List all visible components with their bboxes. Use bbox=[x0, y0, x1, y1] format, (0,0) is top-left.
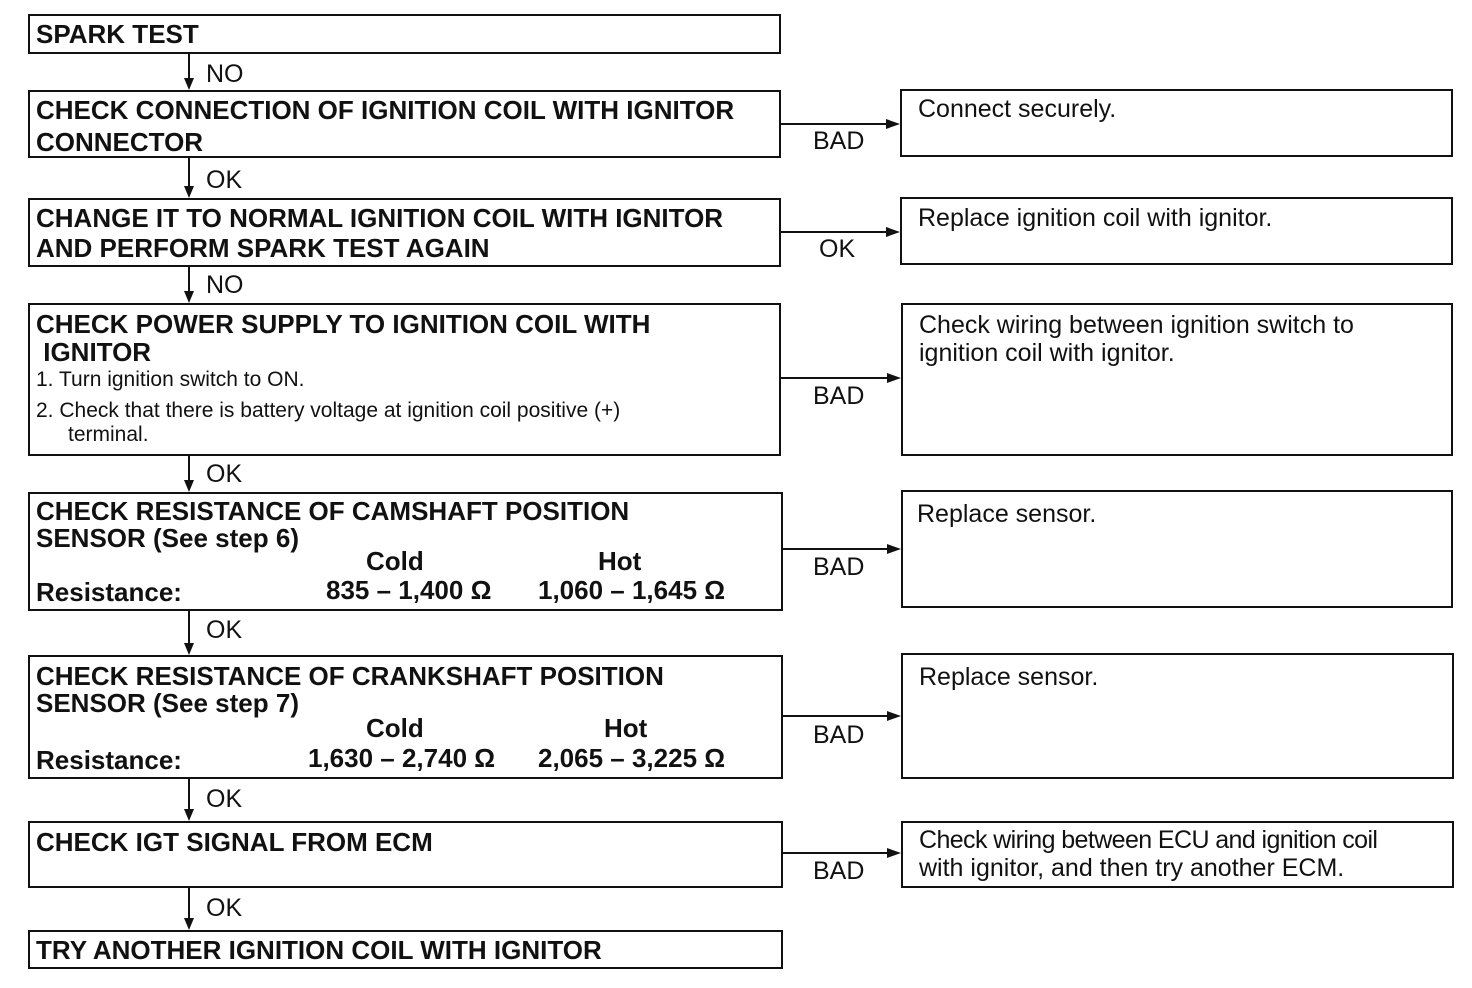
connector-down-1 bbox=[188, 54, 190, 80]
connector-right-6 bbox=[783, 852, 887, 854]
step-camshaft bbox=[28, 492, 783, 611]
arrow-down-7 bbox=[184, 918, 194, 930]
label-down-2: OK bbox=[206, 166, 243, 194]
camshaft-cold-value: 835 – 1,400 Ω bbox=[326, 575, 492, 605]
label-down-7: OK bbox=[206, 894, 243, 922]
arrow-right-3 bbox=[887, 373, 901, 383]
connector-down-5 bbox=[188, 611, 190, 643]
connector-right-2 bbox=[781, 231, 887, 233]
crankshaft-hot-value: 2,065 – 3,225 Ω bbox=[538, 743, 726, 773]
arrow-right-4 bbox=[887, 544, 901, 554]
camshaft-hot-value: 1,060 – 1,645 Ω bbox=[538, 575, 726, 605]
action-replace-coil-text: Replace ignition coil with ignitor. bbox=[918, 204, 1273, 232]
connector-right-4 bbox=[783, 548, 887, 550]
connector-right-1 bbox=[781, 123, 887, 125]
step-spark-test bbox=[28, 14, 781, 54]
step-power-supply-sub2b: terminal. bbox=[68, 423, 149, 446]
step-crankshaft-line1: CHECK RESISTANCE OF CRANKSHAFT POSITION bbox=[36, 661, 664, 691]
action-replace-sensor-cam bbox=[901, 490, 1453, 608]
step-change-coil-line1: CHANGE IT TO NORMAL IGNITION COIL WITH IGNITOR bbox=[36, 203, 724, 233]
crankshaft-resistance-label: Resistance: bbox=[36, 745, 182, 775]
label-right-2: OK bbox=[819, 235, 856, 263]
step-igt-signal bbox=[28, 821, 783, 888]
label-down-5: OK bbox=[206, 616, 243, 644]
arrow-down-5 bbox=[184, 643, 194, 655]
label-right-4: BAD bbox=[813, 553, 865, 581]
arrow-right-5 bbox=[887, 711, 901, 721]
arrow-down-6 bbox=[184, 809, 194, 821]
step-power-supply-sub2a: 2. Check that there is battery voltage at ignition coil positive (+) bbox=[36, 399, 621, 422]
arrow-down-4 bbox=[184, 480, 194, 492]
connector-down-6 bbox=[188, 779, 190, 809]
step-change-coil-line2: AND PERFORM SPARK TEST AGAIN bbox=[36, 233, 490, 263]
step-power-supply-line2: IGNITOR bbox=[36, 337, 152, 367]
arrow-right-1 bbox=[886, 119, 900, 129]
crankshaft-cold-value: 1,630 – 2,740 Ω bbox=[308, 743, 496, 773]
step-crankshaft bbox=[28, 655, 783, 779]
action-replace-coil bbox=[900, 197, 1453, 265]
step-power-supply-sub1: 1. Turn ignition switch to ON. bbox=[36, 368, 305, 391]
action-replace-sensor-cam-text: Replace sensor. bbox=[917, 500, 1097, 528]
step-camshaft-line2: SENSOR (See step 6) bbox=[36, 523, 299, 553]
step-check-connection-line2: CONNECTOR bbox=[36, 127, 204, 157]
connector-down-2 bbox=[188, 158, 190, 186]
action-ecu-wiring-line1: Check wiring between ECU and ignition coil bbox=[919, 826, 1378, 854]
camshaft-cold-header: Cold bbox=[366, 546, 424, 576]
arrow-right-6 bbox=[887, 848, 901, 858]
label-down-3: NO bbox=[206, 271, 244, 299]
step-camshaft-line1: CHECK RESISTANCE OF CAMSHAFT POSITION bbox=[36, 496, 630, 526]
action-replace-sensor-crank bbox=[901, 653, 1454, 779]
action-connect bbox=[900, 89, 1453, 157]
connector-down-4 bbox=[188, 456, 190, 480]
step-try-another-text: TRY ANOTHER IGNITION COIL WITH IGNITOR bbox=[36, 935, 602, 965]
connector-right-3 bbox=[781, 377, 887, 379]
step-crankshaft-line2: SENSOR (See step 7) bbox=[36, 688, 299, 718]
label-right-3: BAD bbox=[813, 382, 865, 410]
step-try-another bbox=[28, 930, 783, 969]
action-ecu-wiring-line2: with ignitor, and then try another ECM. bbox=[919, 854, 1345, 882]
label-down-1: NO bbox=[206, 60, 244, 88]
label-right-6: BAD bbox=[813, 857, 865, 885]
action-ecu-wiring bbox=[901, 821, 1454, 888]
step-spark-test-text: SPARK TEST bbox=[36, 19, 199, 49]
crankshaft-cold-header: Cold bbox=[366, 713, 424, 743]
arrow-right-2 bbox=[886, 227, 900, 237]
connector-down-7 bbox=[188, 888, 190, 918]
action-replace-sensor-crank-text: Replace sensor. bbox=[919, 663, 1099, 691]
connector-down-3 bbox=[188, 267, 190, 291]
action-check-wiring bbox=[901, 303, 1453, 456]
arrow-down-3 bbox=[184, 291, 194, 303]
label-down-4: OK bbox=[206, 460, 243, 488]
arrow-down-2 bbox=[184, 186, 194, 198]
step-power-supply-line1: CHECK POWER SUPPLY TO IGNITION COIL WITH bbox=[36, 309, 651, 339]
arrow-down-1 bbox=[184, 78, 194, 90]
connector-right-5 bbox=[783, 715, 887, 717]
label-down-6: OK bbox=[206, 785, 243, 813]
crankshaft-hot-header: Hot bbox=[604, 713, 648, 743]
camshaft-resistance-label: Resistance: bbox=[36, 577, 182, 607]
label-right-5: BAD bbox=[813, 721, 865, 749]
step-check-connection bbox=[28, 90, 781, 158]
action-check-wiring-line1: Check wiring between ignition switch to bbox=[919, 311, 1354, 339]
step-power-supply bbox=[28, 303, 781, 456]
label-right-1: BAD bbox=[813, 127, 865, 155]
action-connect-text: Connect securely. bbox=[918, 95, 1117, 123]
camshaft-hot-header: Hot bbox=[598, 546, 642, 576]
step-igt-signal-text: CHECK IGT SIGNAL FROM ECM bbox=[36, 827, 433, 857]
step-change-coil bbox=[28, 198, 781, 267]
action-check-wiring-line2: ignition coil with ignitor. bbox=[919, 339, 1175, 367]
step-check-connection-line1: CHECK CONNECTION OF IGNITION COIL WITH IGNITOR bbox=[36, 95, 735, 125]
